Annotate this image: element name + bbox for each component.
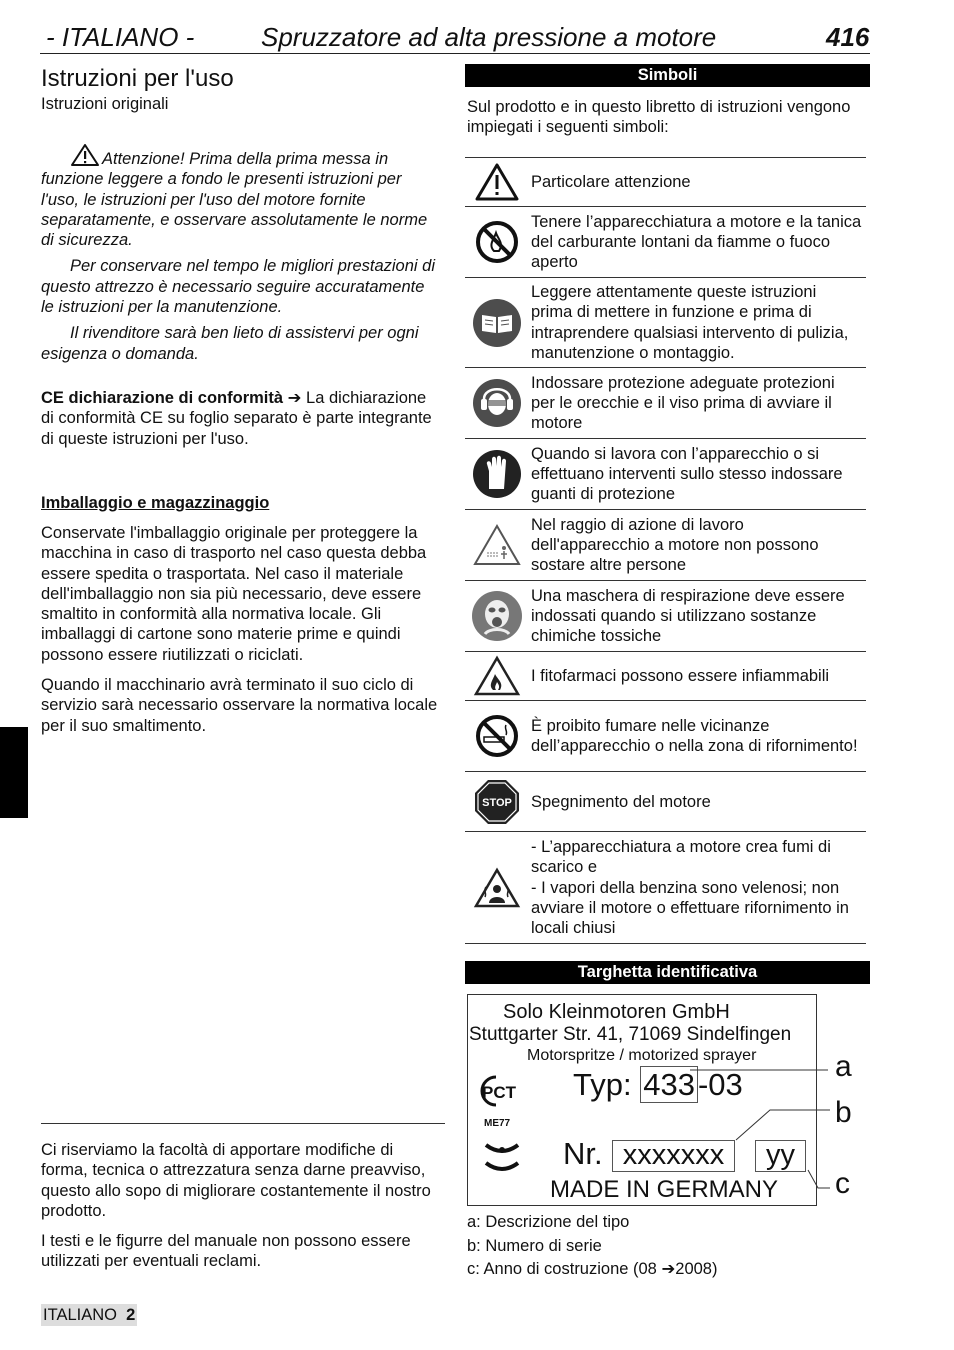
symbol-row bbox=[465, 368, 866, 439]
plate-address: Stuttgarter Str. 41, 71069 Sindelfingen bbox=[469, 1024, 792, 1045]
arrow-right-icon: ➔ bbox=[287, 389, 302, 407]
plate-heading: Targhetta identificativa bbox=[465, 961, 870, 984]
symbol-text: I fitofarmaci possono essere infiammabili bbox=[531, 667, 830, 686]
symbol-text: Quando si lavora con l’apparecchio o si effettuano interventi sullo stesso indossare guanti di protezione bbox=[531, 444, 843, 504]
callout-b: b bbox=[835, 1096, 852, 1129]
symbol-row bbox=[465, 652, 866, 701]
symbol-row bbox=[465, 772, 866, 832]
legend-c-year: 2008) bbox=[675, 1260, 718, 1278]
warning-triangle-icon bbox=[70, 143, 100, 167]
symbols-heading: Simboli bbox=[465, 64, 870, 87]
symbol-text: Una maschera di respirazione deve essere indossati quando si utilizzano sostanze chimiche tossiche bbox=[531, 586, 845, 646]
maintenance-paragraph: Per conservare nel tempo le migliori prestazioni di questo attrezzo è necessario seguire accuratamente le istruzioni per la manutenzione. bbox=[41, 257, 435, 317]
footer-page-label bbox=[41, 1304, 137, 1326]
symbols-table bbox=[465, 157, 866, 944]
toxic-fumes-icon bbox=[473, 867, 521, 909]
plate-type-value: 433 bbox=[640, 1066, 698, 1103]
symbol-text: Indossare protezione adeguate protezioni per le orecchie e il viso prima di avviare il motore bbox=[531, 373, 835, 433]
symbol-text: È proibito fumare nelle vicinanze dell’apparecchio o nella zona di rifornimento! bbox=[531, 716, 858, 756]
plate-made-in: MADE IN GERMANY bbox=[550, 1176, 779, 1203]
plate-cert-code: ME77 bbox=[484, 1118, 511, 1129]
plate-number-line bbox=[563, 1136, 603, 1172]
plate-company: Solo Kleinmotoren GmbH bbox=[503, 1001, 730, 1023]
read-manual-icon bbox=[472, 298, 522, 348]
plate-number-label: Nr. bbox=[563, 1136, 603, 1171]
symbols-intro: Sul prodotto e in questo libretto di istruzioni vengono impiegati i seguenti simboli: bbox=[467, 98, 851, 137]
plate-legend-c bbox=[467, 1259, 867, 1279]
ce-text: La dichiarazione di conformità CE su foglio separato è parte integrante di queste istruzioni per l'uso. bbox=[41, 389, 432, 448]
warning-triangle-icon bbox=[474, 162, 520, 202]
ce-declaration bbox=[41, 388, 441, 449]
stop-sign-icon bbox=[473, 778, 521, 826]
flammable-icon bbox=[473, 655, 521, 697]
symbol-row bbox=[465, 278, 866, 368]
plate-mark-icon bbox=[482, 1139, 522, 1181]
symbol-text: Tenere l’apparecchiatura a motore e la tanica del carburante lontani da fiamme o fuoco aperto bbox=[531, 212, 862, 272]
packaging-heading: Imballaggio e magazzinaggio bbox=[41, 494, 270, 512]
svg-text:STOP: STOP bbox=[482, 796, 512, 809]
packaging-paragraph-2: Quando il macchinario avrà terminato il suo ciclo di servizio sarà necessario osservare la normativa locale per il suo smaltimento. bbox=[41, 676, 438, 735]
plate-legend-a: a: Descrizione del tipo bbox=[467, 1213, 630, 1231]
symbol-text: Nel raggio di azione di lavoro dell'apparecchio a motore non possono sostare altre persone bbox=[531, 515, 819, 575]
ear-face-protection-icon bbox=[472, 378, 522, 428]
plate-product: Motorspritze / motorized sprayer bbox=[527, 1047, 757, 1064]
header-title: Spruzzatore ad alta pressione a motore bbox=[261, 22, 717, 52]
plate-type-label: Typ: bbox=[573, 1067, 632, 1102]
language-tab-marker bbox=[0, 727, 28, 818]
pct-certification-icon bbox=[474, 1073, 530, 1109]
symbol-row bbox=[465, 158, 866, 207]
arrow-right-icon: ➔ bbox=[661, 1260, 676, 1278]
keep-distance-icon bbox=[472, 523, 522, 567]
plate-legend-b: b: Numero di serie bbox=[467, 1237, 602, 1255]
symbol-text: - L’apparecchiatura a motore crea fumi di scarico e - I vapori della benzina sono velenosi; non avviare il motore o effettuare rifornimento in locali chiusi bbox=[531, 837, 849, 938]
pct-mark-text: PCT bbox=[482, 1083, 516, 1102]
legend-c-text: c: Anno di costruzione (08 bbox=[467, 1260, 662, 1278]
callout-c: c bbox=[835, 1167, 850, 1200]
packaging-paragraph-1: Conservate l'imballaggio originale per proteggere la macchina in caso di trasporto nel caso questa debba essere spedita o trasportata. Nel caso il materiale dell'imballaggio non sia più necessario, deve essere smaltito in conformità alla normativa locale. Gli imballaggi di cartone sono materie prime e quindi possono essere riutilizzati o riciclati. bbox=[41, 524, 427, 664]
gloves-icon bbox=[472, 449, 522, 499]
dealer-paragraph: Il rivenditore sarà ben lieto di assistervi per ogni esigenza o domanda. bbox=[41, 324, 419, 363]
no-open-flame-icon bbox=[474, 219, 520, 265]
notice-paragraph-2: I testi e le figurre del manuale non possono essere utilizzati per eventuali reclami. bbox=[41, 1232, 411, 1271]
plate-year-value: yy bbox=[755, 1140, 806, 1172]
respirator-mask-icon bbox=[471, 590, 523, 642]
page-heading: Istruzioni per l'uso bbox=[41, 65, 234, 92]
packaging-section bbox=[41, 523, 441, 746]
plate-serial-value: xxxxxxx bbox=[612, 1140, 735, 1172]
notice-paragraph-1: Ci riserviamo la facoltà di apportare modifiche di forma, tecnica o attrezzatura senza darne preavviso, questo allo sopo di migliorare costantemente il nostro prodotto. bbox=[41, 1141, 431, 1220]
footer-language: ITALIANO bbox=[43, 1306, 117, 1324]
ce-label: CE dichiarazione di conformità bbox=[41, 389, 284, 407]
no-smoking-icon bbox=[474, 713, 520, 759]
plate-callout-lines bbox=[690, 1060, 830, 1200]
header-page-number: 416 bbox=[826, 22, 870, 52]
symbol-row bbox=[465, 439, 866, 510]
callout-a: a bbox=[835, 1050, 852, 1083]
symbol-text: Spegnimento del motore bbox=[531, 792, 711, 811]
intro-italic-block bbox=[41, 143, 441, 370]
page-subheading: Istruzioni originali bbox=[41, 95, 169, 113]
symbol-text: Leggere attentamente queste istruzioni prima di mettere in funzione e prima di intraprendere qualsiasi intervento di pulizia, manutenzione o montaggio. bbox=[531, 283, 849, 362]
symbol-row bbox=[465, 832, 866, 944]
header-rule bbox=[40, 53, 870, 54]
symbol-row bbox=[465, 701, 866, 772]
symbol-row bbox=[465, 581, 866, 652]
plate-type-suffix: -03 bbox=[697, 1067, 743, 1102]
header-language: - ITALIANO - bbox=[46, 22, 195, 52]
warning-text: Attenzione! Prima della prima messa in funzione leggere a fondo le presenti istruzioni per l'uso, le istruzioni per l'uso del motore fornite separatamente, e osservare assolutamente le norme di sicurezza. bbox=[41, 150, 428, 250]
footer-page-number: 2 bbox=[126, 1306, 136, 1324]
symbol-text: Particolare attenzione bbox=[531, 172, 691, 191]
warning-paragraph bbox=[41, 143, 441, 250]
symbol-row bbox=[465, 207, 866, 278]
symbol-row bbox=[465, 510, 866, 581]
notice-section bbox=[41, 1140, 441, 1282]
notice-divider bbox=[41, 1123, 445, 1124]
